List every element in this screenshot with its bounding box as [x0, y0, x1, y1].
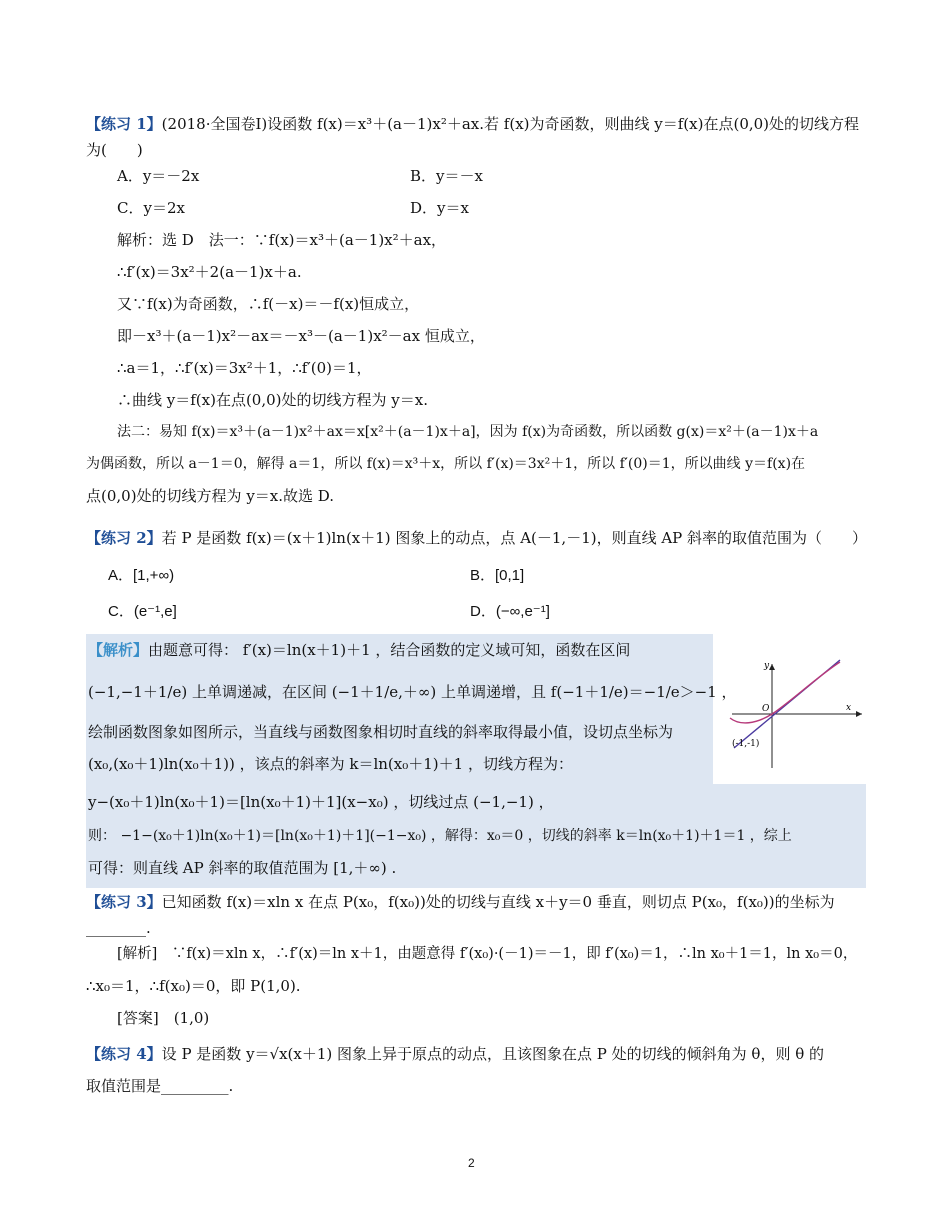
y-axis-arrow: [769, 664, 775, 670]
ex2-solution-6: 则： −1−(x₀＋1)ln(x₀＋1)＝[ln(x₀＋1)＋1](−1−x₀) ，解得：x₀＝0 ，切线的斜率 k＝ln(x₀＋1)＋1＝1 ，综上: [88, 828, 792, 844]
ex2-title: 【练习 2】: [86, 529, 162, 547]
ex1-option-a: A．y＝－2x: [117, 167, 200, 185]
origin-label: O: [762, 704, 770, 714]
ex1-stem-line2: 为( ): [86, 141, 143, 159]
ex2-solution-3: 绘制函数图象如图所示，当直线与函数图象相切时直线的斜率取得最小值，设切点坐标为: [88, 723, 674, 741]
ex1-solution-2: ∴f′(x)＝3x²＋2(a－1)x＋a.: [117, 263, 302, 281]
x-axis-label: x: [846, 703, 852, 713]
ex1-method2-1: 法二：易知 f(x)＝x³＋(a－1)x²＋ax＝x[x²＋(a－1)x＋a]，因为 f(x)为奇函数，所以函数 g(x)＝x²＋(a－1)x＋a: [117, 424, 819, 440]
y-axis-label: y: [764, 661, 770, 671]
ex4-stem-line2: 取值范围是_________.: [86, 1077, 234, 1095]
ex4-title: 【练习 4】: [86, 1045, 162, 1063]
ex1-solution-5: ∴a＝1，∴f′(x)＝3x²＋1，∴f′(0)＝1，: [117, 359, 372, 377]
ex1-method2-3: 点(0,0)处的切线方程为 y＝x.故选 D.: [86, 487, 335, 505]
ex2-option-d: D．(−∞,e⁻¹]: [470, 603, 550, 620]
ex2-option-a: A．[1,+∞): [108, 567, 175, 584]
ex2-solution-2: (−1,−1＋1/e) 上单调递减，在区间 (−1＋1/e,＋∞) 上单调递增，且 f(−1＋1/e)＝−1/e＞−1 ，: [88, 683, 737, 701]
ex1-stem-line1: 【练习 1】(2018·全国卷Ⅰ)设函数 f(x)＝x³＋(a－1)x²＋ax.若 f(x)为奇函数，则曲线 y＝f(x)在点(0,0)处的切线方程: [86, 115, 860, 133]
ex1-solution-1: 解析：选 D 法一：∵f(x)＝x³＋(a－1)x²＋ax，: [117, 231, 447, 249]
ex3-blank: ________.: [86, 919, 151, 937]
point-label: (-1,-1): [732, 739, 760, 749]
ex1-solution-4: 即－x³＋(a－1)x²－ax＝－x³－(a－1)x²－ax 恒成立，: [117, 327, 485, 345]
ex3-stem: 【练习 3】已知函数 f(x)＝xln x 在点 P(x₀，f(x₀))处的切线与直线 x＋y＝0 垂直，则切点 P(x₀，f(x₀))的坐标为: [86, 893, 835, 911]
ex3-title: 【练习 3】: [86, 893, 162, 911]
ex1-solution-6: ∴曲线 y＝f(x)在点(0,0)处的切线方程为 y＝x.: [117, 391, 428, 409]
ex1-method2-2: 为偶函数，所以 a－1＝0，解得 a＝1，所以 f(x)＝x³＋x，所以 f′(x)＝3x²＋1，所以 f′(0)＝1，所以曲线 y＝f(x)在: [86, 456, 806, 472]
ex4-stem: 【练习 4】设 P 是函数 y＝√x(x＋1) 图象上异于原点的动点，且该图象在点 P 处的切线的倾斜角为 θ，则 θ 的: [86, 1045, 825, 1063]
ex3-solution-2: ∴x₀＝1，∴f(x₀)＝0，即 P(1,0).: [86, 977, 301, 995]
ex2-solution-4: (x₀,(x₀＋1)ln(x₀＋1)) ，该点的斜率为 k＝ln(x₀＋1)＋1 ，切线方程为：: [88, 755, 573, 773]
ex2-solution-label: 【解析】: [88, 641, 149, 659]
ex2-solution-1: 【解析】由题意可得： f′(x)＝ln(x＋1)＋1 ，结合函数的定义域可知，函数在区间: [88, 641, 631, 659]
ex2-stem: 【练习 2】若 P 是函数 f(x)＝(x＋1)ln(x＋1) 图象上的动点，点 A(－1,－1)，则直线 AP 斜率的取值范围为（ ）: [86, 529, 868, 547]
ex2-solution-7: 可得：则直线 AP 斜率的取值范围为 [1,＋∞) .: [88, 859, 397, 877]
ex2-option-b: B．[0,1]: [470, 567, 525, 584]
ex3-answer: [答案] (1,0): [117, 1009, 210, 1027]
ex1-option-d: D．y＝x: [410, 199, 469, 217]
ex1-option-c: C．y＝2x: [117, 199, 185, 217]
ex1-option-b: B．y＝－x: [410, 167, 483, 185]
function-graph: [722, 652, 868, 772]
ex2-option-c: C．(e⁻¹,e]: [108, 603, 177, 620]
ex1-title: 【练习 1】: [86, 115, 162, 133]
ex2-solution-5: y−(x₀＋1)ln(x₀＋1)＝[ln(x₀＋1)＋1](x−x₀) ，切线过点 (−1,−1) ，: [88, 793, 554, 811]
ex1-solution-3: 又∵f(x)为奇函数，∴f(－x)＝－f(x)恒成立，: [117, 295, 420, 313]
page-number: 2: [468, 1156, 475, 1170]
ex3-solution-1: [解析] ∵f(x)＝xln x，∴f′(x)＝ln x＋1，由题意得 f′(x₀)·(－1)＝－1，即 f′(x₀)＝1，∴ln x₀＋1＝1，ln x₀＝0，: [117, 946, 858, 962]
x-axis-arrow: [856, 711, 862, 717]
